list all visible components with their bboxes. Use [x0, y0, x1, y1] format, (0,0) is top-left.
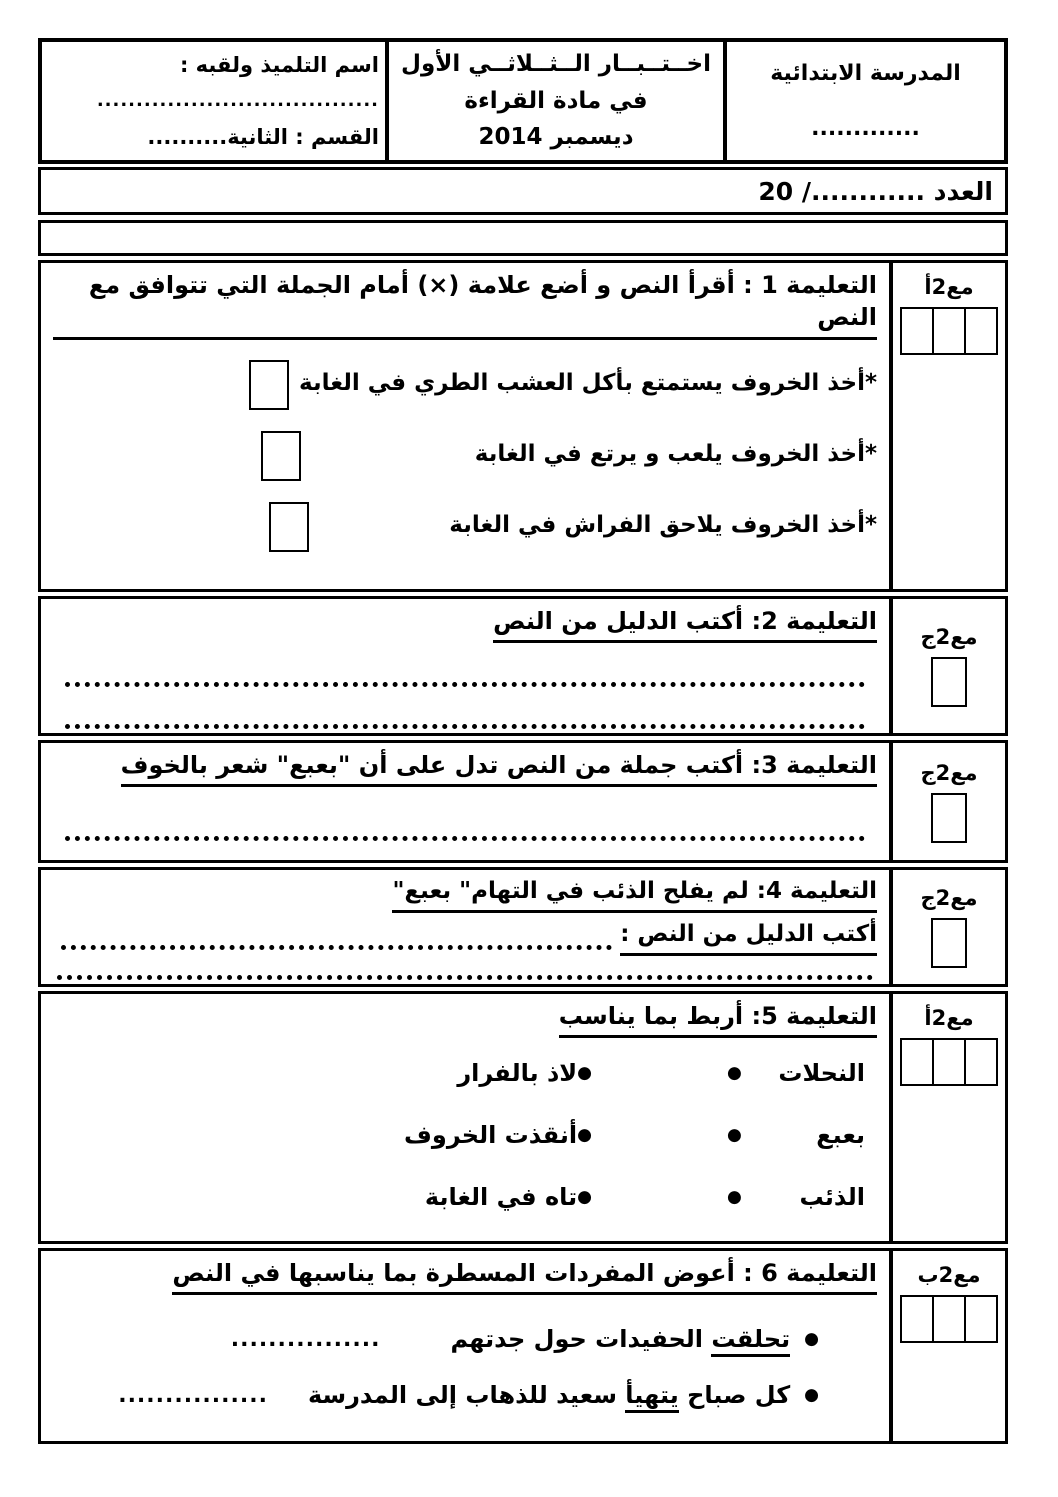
section-2 [38, 596, 1008, 736]
score-box [964, 1038, 998, 1086]
answer-dots[interactable]: ................ [230, 1326, 381, 1352]
grade-label[interactable]: العدد ............/ 20 [758, 176, 993, 206]
statement-row-2 [53, 419, 877, 490]
score-box [900, 1295, 934, 1343]
criterion-label: مع2ج [920, 625, 978, 649]
exam-title-line2: في مادة القراءة [464, 87, 648, 114]
score-boxes [931, 657, 967, 707]
criterion-label: مع2ج [920, 760, 978, 785]
section-6-title: التعليمة 6 : أعوض المفردات المسطرة بما يناسبها في النص [172, 1257, 877, 1295]
match-right-label: النحلات [778, 1059, 865, 1088]
match-left-3 [53, 1183, 727, 1211]
exam-title-cell [385, 42, 723, 160]
answer-line[interactable] [65, 723, 865, 729]
match-left-label: تاه في الغابة [424, 1183, 578, 1212]
grade-row [38, 167, 1008, 215]
score-box [932, 307, 966, 355]
section-5 [38, 991, 1008, 1244]
section-3-content [41, 743, 889, 860]
sentence-2-post: سعيد للذهاب إلى المدرسة [307, 1381, 626, 1410]
match-left-label: أنقذت الخروف [404, 1121, 578, 1150]
section-3-title: التعليمة 3: أكتب جملة من النص تدل على أن "بعبع" شعر بالخوف [121, 749, 877, 787]
sentence-2-underlined-word: يتهيأ [625, 1381, 678, 1413]
sentence-2-pre: كل صباح [678, 1381, 791, 1410]
student-name-field[interactable]: .................................... [96, 90, 379, 112]
exam-title-line1: اخــتــبــار الــثــلاثــي الأول [401, 51, 712, 78]
score-box [964, 1295, 998, 1343]
match-bullet[interactable]: ● [577, 1186, 592, 1207]
match-left-label: لاذ بالفرار [457, 1059, 578, 1088]
section-2-content [41, 599, 889, 733]
criterion-label: مع2ج [920, 886, 978, 910]
score-box [931, 918, 967, 968]
score-box [931, 657, 967, 707]
criterion-label: مع2ب [917, 1263, 981, 1287]
student-name-label: اسم التلميذ ولقبه : [179, 52, 379, 77]
section-4-subtitle-row [53, 919, 877, 956]
replace-item-1 [53, 1325, 877, 1353]
student-class-label[interactable]: القسم : الثانية.......... [147, 125, 379, 150]
section-6-score-cell [889, 1251, 1005, 1441]
score-boxes [900, 307, 998, 355]
checkbox-3[interactable] [269, 502, 309, 552]
answer-line[interactable] [65, 681, 865, 687]
section-2-title: التعليمة 2: أكتب الدليل من النص [493, 605, 877, 643]
statement-3-text: *أخذ الخروف يلاحق الفراش في الغابة [449, 512, 877, 539]
sentence-2 [308, 1381, 790, 1409]
item-bullet: ● [804, 1384, 819, 1405]
item-bullet: ● [804, 1328, 819, 1349]
match-row-3 [53, 1166, 877, 1228]
school-name-dots[interactable]: ............. [811, 116, 920, 141]
section-1 [38, 260, 1008, 592]
match-right-label: الذئب [799, 1183, 865, 1212]
match-bullet[interactable]: ● [727, 1186, 742, 1207]
section-5-content [41, 994, 889, 1241]
match-right-label: بعبع [816, 1121, 865, 1150]
statement-row-1 [53, 348, 877, 419]
sentence-1-underlined-word: تحلقت [711, 1325, 790, 1357]
statement-1-text: *أخذ الخروف يستمتع بأكل العشب الطري في الغابة [299, 370, 877, 397]
score-box [931, 793, 967, 843]
match-bullet[interactable]: ● [577, 1124, 592, 1145]
school-cell [723, 42, 1004, 160]
section-2-score-cell [889, 599, 1005, 733]
section-4-score-cell [889, 870, 1005, 984]
header-table [38, 38, 1008, 164]
score-box [932, 1038, 966, 1086]
answer-line[interactable] [57, 974, 873, 980]
sentence-1-post: الحفيدات حول جدتهم [450, 1325, 712, 1354]
score-boxes [931, 793, 967, 843]
criterion-label: مع2أ [924, 1006, 974, 1030]
section-4-content [41, 870, 889, 984]
section-1-title: التعليمة 1 : أقرأ النص و أضع علامة (×) أمام الجملة التي تتوافق مع النص [53, 269, 877, 340]
section-3 [38, 740, 1008, 863]
section-4-subtitle: أكتب الدليل من النص : [620, 919, 877, 956]
score-boxes [931, 918, 967, 968]
match-right-1 [727, 1059, 877, 1087]
answer-line[interactable] [65, 835, 865, 841]
school-name: المدرسة الابتدائية [770, 61, 961, 86]
match-bullet[interactable]: ● [727, 1124, 742, 1145]
section-3-score-cell [889, 743, 1005, 860]
section-5-score-cell [889, 994, 1005, 1241]
section-5-title: التعليمة 5: أربط بما يناسب [559, 1000, 877, 1038]
score-box [932, 1295, 966, 1343]
exam-title-line3: ديسمبر 2014 [478, 124, 634, 151]
replace-item-2 [53, 1381, 877, 1409]
sentence-1 [450, 1325, 790, 1353]
match-bullet[interactable]: ● [727, 1062, 742, 1083]
criterion-label: مع2أ [924, 275, 974, 299]
match-row-2 [53, 1104, 877, 1166]
checkbox-1[interactable] [249, 360, 289, 410]
statement-row-3 [53, 490, 877, 561]
match-left-1 [53, 1059, 727, 1087]
section-4-title: التعليمة 4: لم يفلح الذئب في التهام" بعبع" [392, 876, 877, 913]
section-4 [38, 867, 1008, 987]
score-box [900, 307, 934, 355]
match-right-2 [727, 1121, 877, 1149]
match-right-3 [727, 1183, 877, 1211]
section-1-score-cell [889, 263, 1005, 589]
match-left-2 [53, 1121, 727, 1149]
section-6-content [41, 1251, 889, 1441]
empty-row [38, 220, 1008, 256]
score-boxes [900, 1295, 998, 1343]
match-bullet[interactable]: ● [577, 1062, 592, 1083]
section-1-content [41, 263, 889, 589]
match-row-1 [53, 1042, 877, 1104]
answer-line[interactable] [61, 945, 612, 950]
checkbox-2[interactable] [261, 431, 301, 481]
statement-2-text: *أخذ الخروف يلعب و يرتع في الغابة [474, 441, 877, 468]
score-box [964, 307, 998, 355]
score-box [900, 1038, 934, 1086]
sheet [38, 38, 1008, 1444]
answer-dots[interactable]: ................ [118, 1382, 268, 1408]
score-boxes [900, 1038, 998, 1086]
student-cell [42, 42, 385, 160]
section-6 [38, 1248, 1008, 1444]
